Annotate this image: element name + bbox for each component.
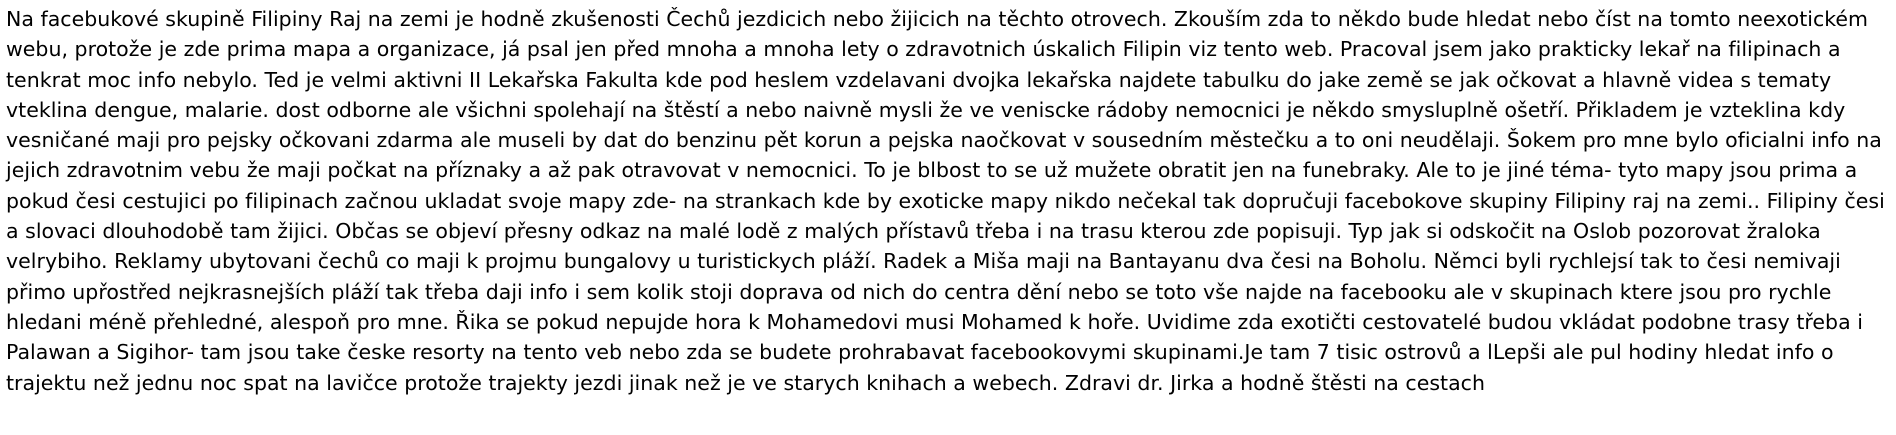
document-paragraph: Na facebukové skupině Filipiny Raj na zemi je hodně zkušenosti Čechů jezdicich nebo žijicich na těchto otrovech. Zkouším zda to někdo bude hledat nebo číst na tomto neexotickém webu, protože je zde prima mapa a organizace, já psal jen před mnoha a mnoha lety o zdravotnich úskalich Filipin viz tento web. Pracoval jsem jako prakticky lekař na filipinach a tenkrat moc info nebylo. Ted je velmi aktivni II Lekařska Fakulta kde pod heslem vzdelavani dvojka lekařska najdete tabulku do jake země se jak očkovat a hlavně videa s tematy vteklina dengue, malarie. dost odborne ale všichni spolehají na štěstí a nebo naivně mysli že ve veniscke rádoby nemocnici je někdo smysluplně ošetří. Přikladem je vzteklina kdy vesničané maji pro pejsky očkovani zdarma ale museli by dat do benzinu pět korun a pejska naočkovat v sousedním městečku a to oni neudělaji. Šokem pro mne bylo oficialni info na jejich zdravotnim vebu že maji počkat na příznaky a až pak otravovat v nemocnici. To je blbost to se už mužete obratit jen na funebraky. Ale to je jiné téma- tyto mapy jsou prima a pokud česi cestujici po filipinach začnou ukladat svoje mapy zde- na strankach kde by exoticke mapy nikdo nečekal tak dopručuji facebokove skupiny Filipiny raj na zemi.. Filipiny česi a slovaci dlouhodobě tam žijici. Občas se objeví přesny odkaz na malé lodě z malých přístavů třeba i na trasu kterou zde popisuji. Typ jak si odskočit na Oslob pozorovat žraloka velrybiho. Reklamy ubytovani čechů co maji k projmu bungalovy u turistickych pláží. Radek a Miša maji na Bantayanu dva česi na Boholu. Němci byli rychlejsí tak to česi nemivaji přimo upřostřed nejkrasnejších pláží tak třeba daji info i sem kolik stoji doprava od nich do centra dění nebo se toto vše najde na facebooku ale v skupinach ktere jsou pro rychle hledani méně přehledné, alespoň pro mne. Řika se pokud nepujde hora k Mohamedovi musi Mohamed k hoře. Uvidime zda exotičti cestovatelé budou vkládat podobne trasy třeba i Palawan a Sigihor- tam jsou take česke resorty na tento veb nebo zda se budete prohrabavat facebookovymi skupinami.Je tam 7 tisic ostrovů a lLepši ale pul hodiny hledat info o trajektu než jednu noc spat na lavičce protože trajekty jezdi jinak než je ve starych knihach a webech. Zdravi dr. Jirka a hodně štěsti na cestach	[6, 7, 1892, 395]
